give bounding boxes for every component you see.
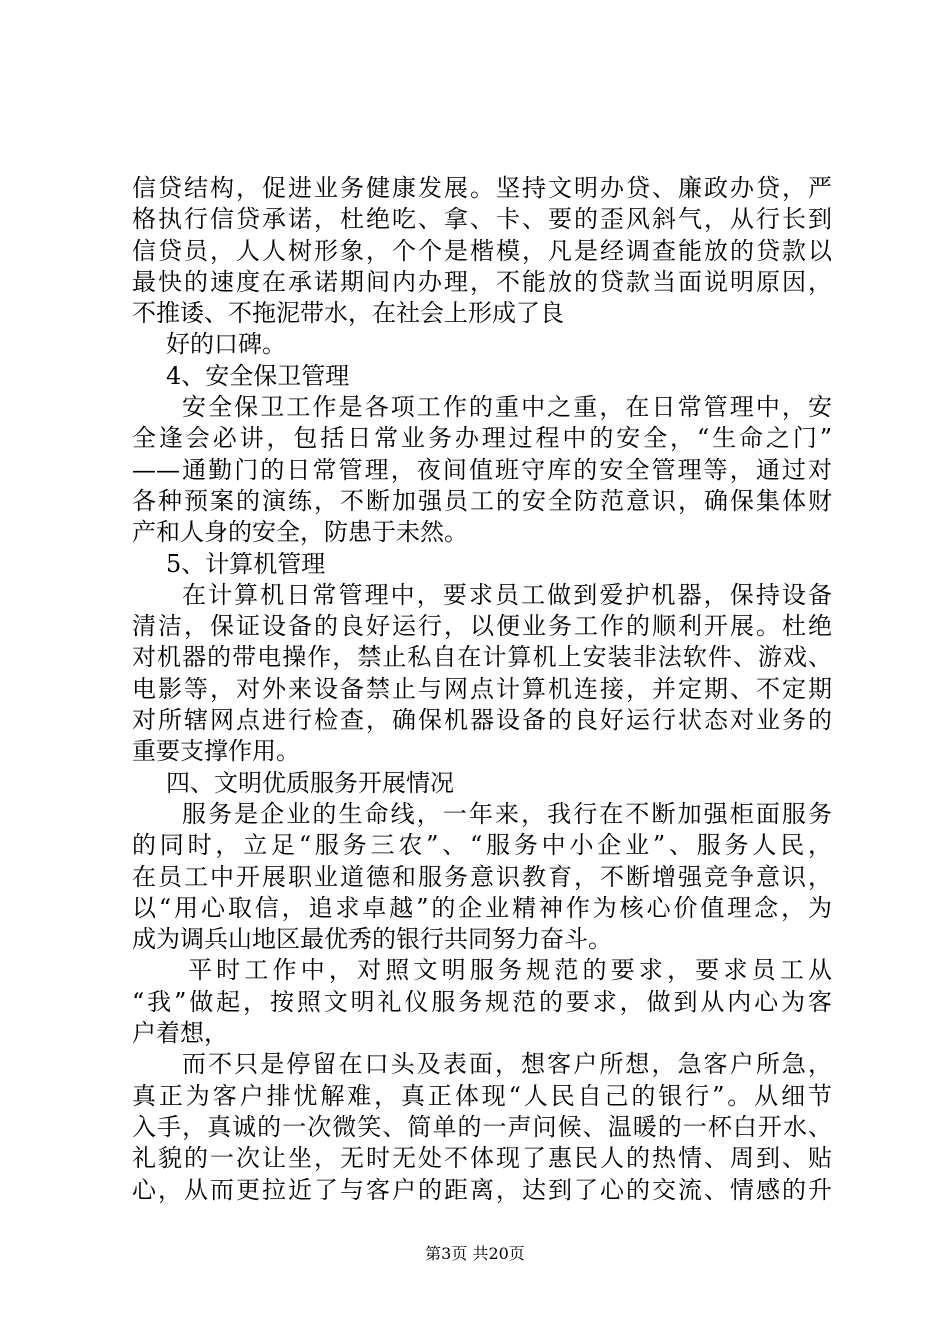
section-heading: 四、文明优质服务开展情况 [166, 768, 454, 797]
text-line: 礼貌的一次让坐，无时无处不体现了惠民人的热情、周到、贴 [132, 1144, 832, 1173]
text-line: 在计算机日常管理中，要求员工做到爱护机器，保持设备 [182, 580, 832, 609]
text-line: 好的口碑。 [166, 330, 286, 359]
text-line: 平时工作中，对照文明服务规范的要求，要求员工从 [188, 956, 832, 985]
text-line: ——通勤门的日常管理，夜间值班守库的安全管理等，通过对 [132, 455, 832, 484]
section-heading: 5、计算机管理 [166, 549, 326, 578]
text-line: 清洁，保证设备的良好运行，以便业务工作的顺利开展。杜绝 [132, 612, 832, 641]
section-heading: 4、安全保卫管理 [166, 361, 350, 390]
text-line: 服务是企业的生命线，一年来，我行在不断加强柜面服务 [182, 799, 832, 828]
text-line: 入手，真诚的一次微笑、简单的一声问候、温暖的一杯白开水、 [132, 1112, 832, 1141]
text-line: 不推诿、不拖泥带水，在社会上形成了良 [132, 299, 564, 328]
text-line: 在员工中开展职业道德和服务意识教育，不断增强竞争意识， [132, 862, 832, 891]
text-line: “我”做起，按照文明礼仪服务规范的要求，做到从内心为客 [132, 987, 832, 1016]
text-line: 对所辖网点进行检查，确保机器设备的良好运行状态对业务的 [132, 706, 832, 735]
text-line: 而不只是停留在口头及表面，想客户所想，急客户所急， [182, 1050, 832, 1079]
text-line: 格执行信贷承诺，杜绝吃、拿、卡、要的歪风斜气，从行长到 [132, 205, 832, 234]
page-number: 第3页 共20页 [425, 1244, 525, 1263]
text-line: 的同时，立足“服务三农”、“服务中小企业”、服务人民， [132, 831, 832, 860]
text-line: 信贷结构，促进业务健康发展。坚持文明办贷、廉政办贷，严 [132, 174, 832, 202]
text-line: 最快的速度在承诺期间内办理，不能放的贷款当面说明原因， [132, 267, 832, 296]
text-line: 各种预案的演练，不断加强员工的安全防范意识，确保集体财 [132, 486, 832, 515]
text-line: 电影等，对外来设备禁止与网点计算机连接，并定期、不定期 [132, 674, 832, 703]
text-line: 全逢会必讲，包括日常业务办理过程中的安全，“生命之门” [132, 424, 832, 453]
text-line: 安全保卫工作是各项工作的重中之重，在日常管理中，安 [182, 393, 832, 422]
text-line: 产和人身的安全，防患于未然。 [132, 518, 468, 547]
text-line: 真正为客户排忧解难，真正体现“人民自己的银行”。从细节 [132, 1081, 832, 1110]
text-line: 信贷员，人人树形象，个个是楷模，凡是经调查能放的贷款以 [132, 236, 832, 265]
text-line: 重要支撑作用。 [132, 737, 300, 766]
document-body [132, 173, 832, 1206]
text-line: 户着想， [132, 1019, 228, 1048]
text-line: 以“用心取信，追求卓越”的企业精神作为核心价值理念，为 [132, 893, 832, 922]
text-line: 成为调兵山地区最优秀的银行共同努力奋斗。 [132, 925, 612, 954]
text-line: 对机器的带电操作，禁止私自在计算机上安装非法软件、游戏、 [132, 643, 832, 672]
text-line: 心，从而更拉近了与客户的距离，达到了心的交流、情感的升 [132, 1175, 832, 1204]
